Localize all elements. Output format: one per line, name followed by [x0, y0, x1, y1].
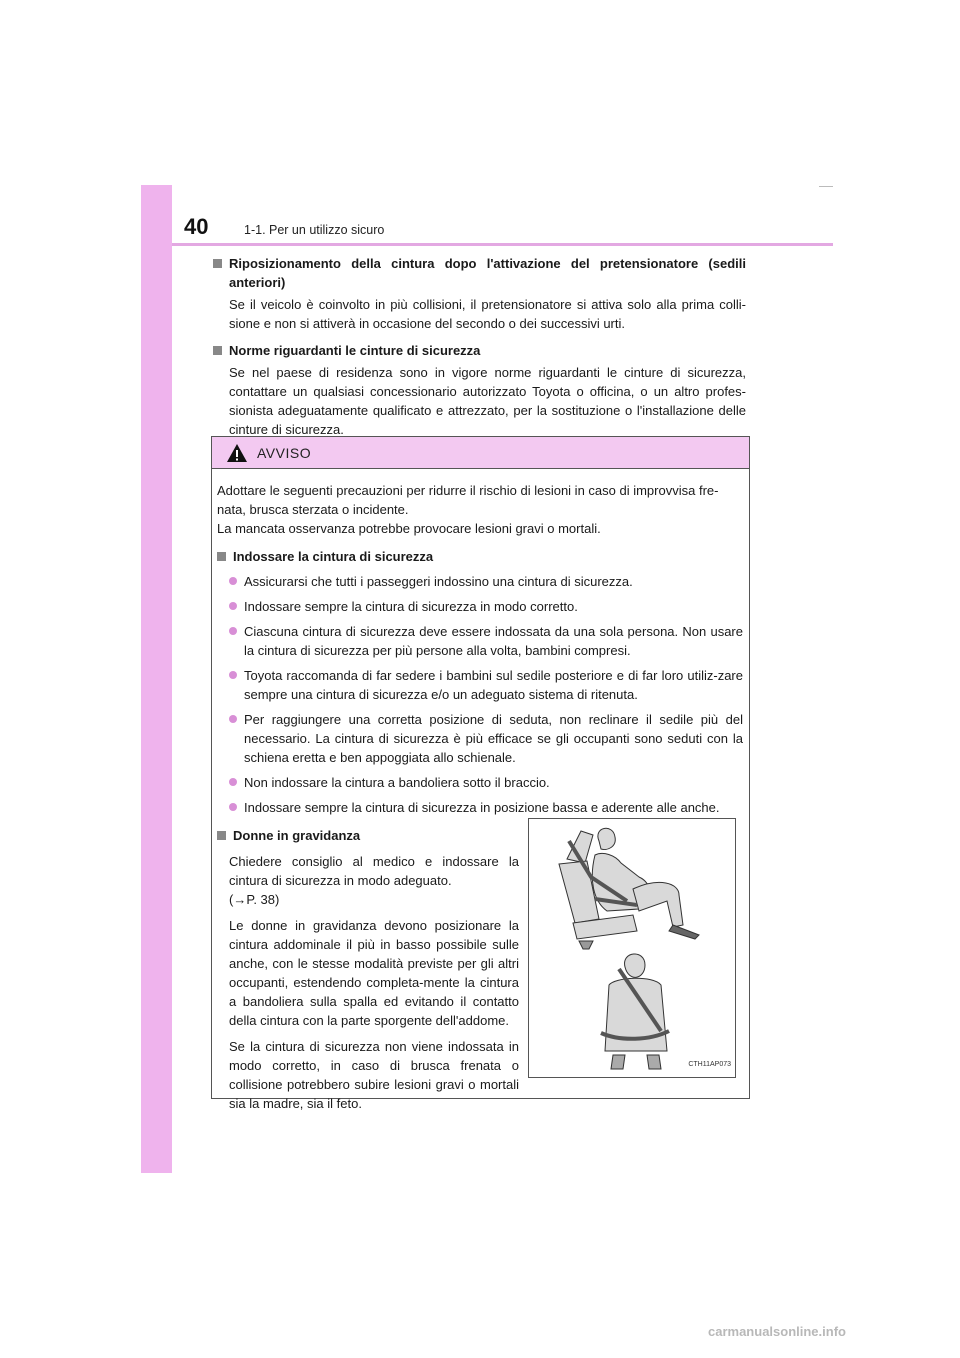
- crop-mark: [819, 186, 833, 187]
- warning-subheading: Indossare la cintura di sicurezza: [217, 547, 743, 566]
- bullet-dot-icon: [229, 602, 237, 610]
- bullet-dot-icon: [229, 803, 237, 811]
- pregnancy-text: [217, 852, 519, 1120]
- square-bullet-icon: [217, 831, 226, 840]
- header-rule: [172, 243, 833, 246]
- chapter-sidebar: [141, 185, 172, 1173]
- bullet-item: Indossare sempre la cintura di sicurezza in posizione bassa e aderente alle anche.: [217, 798, 743, 817]
- page-number: 40: [184, 214, 209, 239]
- square-bullet-icon: [213, 259, 222, 268]
- bullet-dot-icon: [229, 715, 237, 723]
- figure-code: CTH11AP073: [688, 1061, 731, 1068]
- square-bullet-icon: [217, 552, 226, 561]
- square-bullet-icon: [213, 346, 222, 355]
- watermark: carmanualsonline.info: [708, 1324, 846, 1339]
- topic-body: Se il veicolo è coinvolto in più collisioni, il pretensionatore si attiva solo alla prima colli-sione e non si attiverà in occasione del secondo o dei successivi urti.: [229, 297, 746, 331]
- bullet-dot-icon: [229, 778, 237, 786]
- pregnancy-advice: Chiedere consiglio al medico e indossare la cintura di sicurezza in modo adeguato. (→P. 38): [229, 854, 519, 907]
- warning-box: [211, 436, 750, 1111]
- warning-body: [212, 469, 749, 1120]
- warning-subheading: Donne in gravidanza: [217, 826, 743, 845]
- pregnancy-risk: Se la cintura di sicurezza non viene indossata in modo corretto, in caso di brusca frenata o collisione potrebbero subire lesioni gravi o mortali sia la madre, sia il feto.: [229, 1039, 519, 1111]
- bullet-item: Assicurarsi che tutti i passeggeri indossino una cintura di sicurezza.: [217, 572, 743, 591]
- bullet-item: Ciascuna cintura di sicurezza deve essere indossata da una sola persona. Non usare la cintura di sicurezza per più persone alla volta, bambini compresi.: [217, 622, 743, 660]
- warning-header: [212, 437, 749, 469]
- bullet-item: Indossare sempre la cintura di sicurezza in modo corretto.: [217, 597, 743, 616]
- bullet-item: Non indossare la cintura a bandoliera sotto il braccio.: [217, 773, 743, 792]
- bullet-item: Toyota raccomanda di far sedere i bambini sul sedile posteriore e di far loro utiliz-zare sempre una cintura di sicurezza e/o un adeguato sistema di ritenuta.: [217, 666, 743, 704]
- page-reference-link[interactable]: (→P. 38): [229, 892, 280, 907]
- bullet-dot-icon: [229, 577, 237, 585]
- warning-intro: La mancata osservanza potrebbe provocare lesioni gravi o mortali.: [217, 521, 601, 536]
- pregnant-seatbelt-illustration: [529, 819, 735, 1077]
- pregnant-seatbelt-figure: [528, 818, 736, 1078]
- section-title: 1-1. Per un utilizzo sicuro: [244, 223, 385, 237]
- pregnancy-instructions: Le donne in gravidanza devono posizionare la cintura addominale il più in basso possibile sulle anche, con le stesse modalità previste per gli altri occupanti, estendendo completa-mente la cintura a bandoliera sulla spalla ed evitando il contatto della cintura con la parte sporgente dell'addome.: [229, 918, 519, 1028]
- bullet-dot-icon: [229, 671, 237, 679]
- warning-intro: Adottare le seguenti precauzioni per ridurre il rischio di lesioni in caso di improvvisa fre-nata, brusca sterzata o incidente.: [217, 483, 719, 517]
- warning-title: AVVISO: [257, 444, 312, 461]
- main-content: [211, 254, 746, 439]
- topic-heading: Norme riguardanti le cinture di sicurezza: [211, 341, 746, 360]
- bullet-item: Per raggiungere una corretta posizione di seduta, non reclinare il sedile più del necessario. La cintura di sicurezza è più efficace se gli occupanti sono seduti con la schiena eretta e ben appoggiata allo schienale.: [217, 710, 743, 767]
- topic-body: Se nel paese di residenza sono in vigore norme riguardanti le cinture di sicurezza, contattare un qualsiasi concessionario autorizzato Toyota o officina, o un altro profes-sionista adeguatamente qualificato e attrezzato, per la sostituzione o l'installazione delle cinture di sicurezza.: [229, 365, 746, 437]
- warning-triangle-icon: [226, 443, 248, 463]
- topic-heading: Riposizionamento della cintura dopo l'attivazione del pretensionatore (sedili anteriori): [211, 254, 746, 292]
- bullet-dot-icon: [229, 627, 237, 635]
